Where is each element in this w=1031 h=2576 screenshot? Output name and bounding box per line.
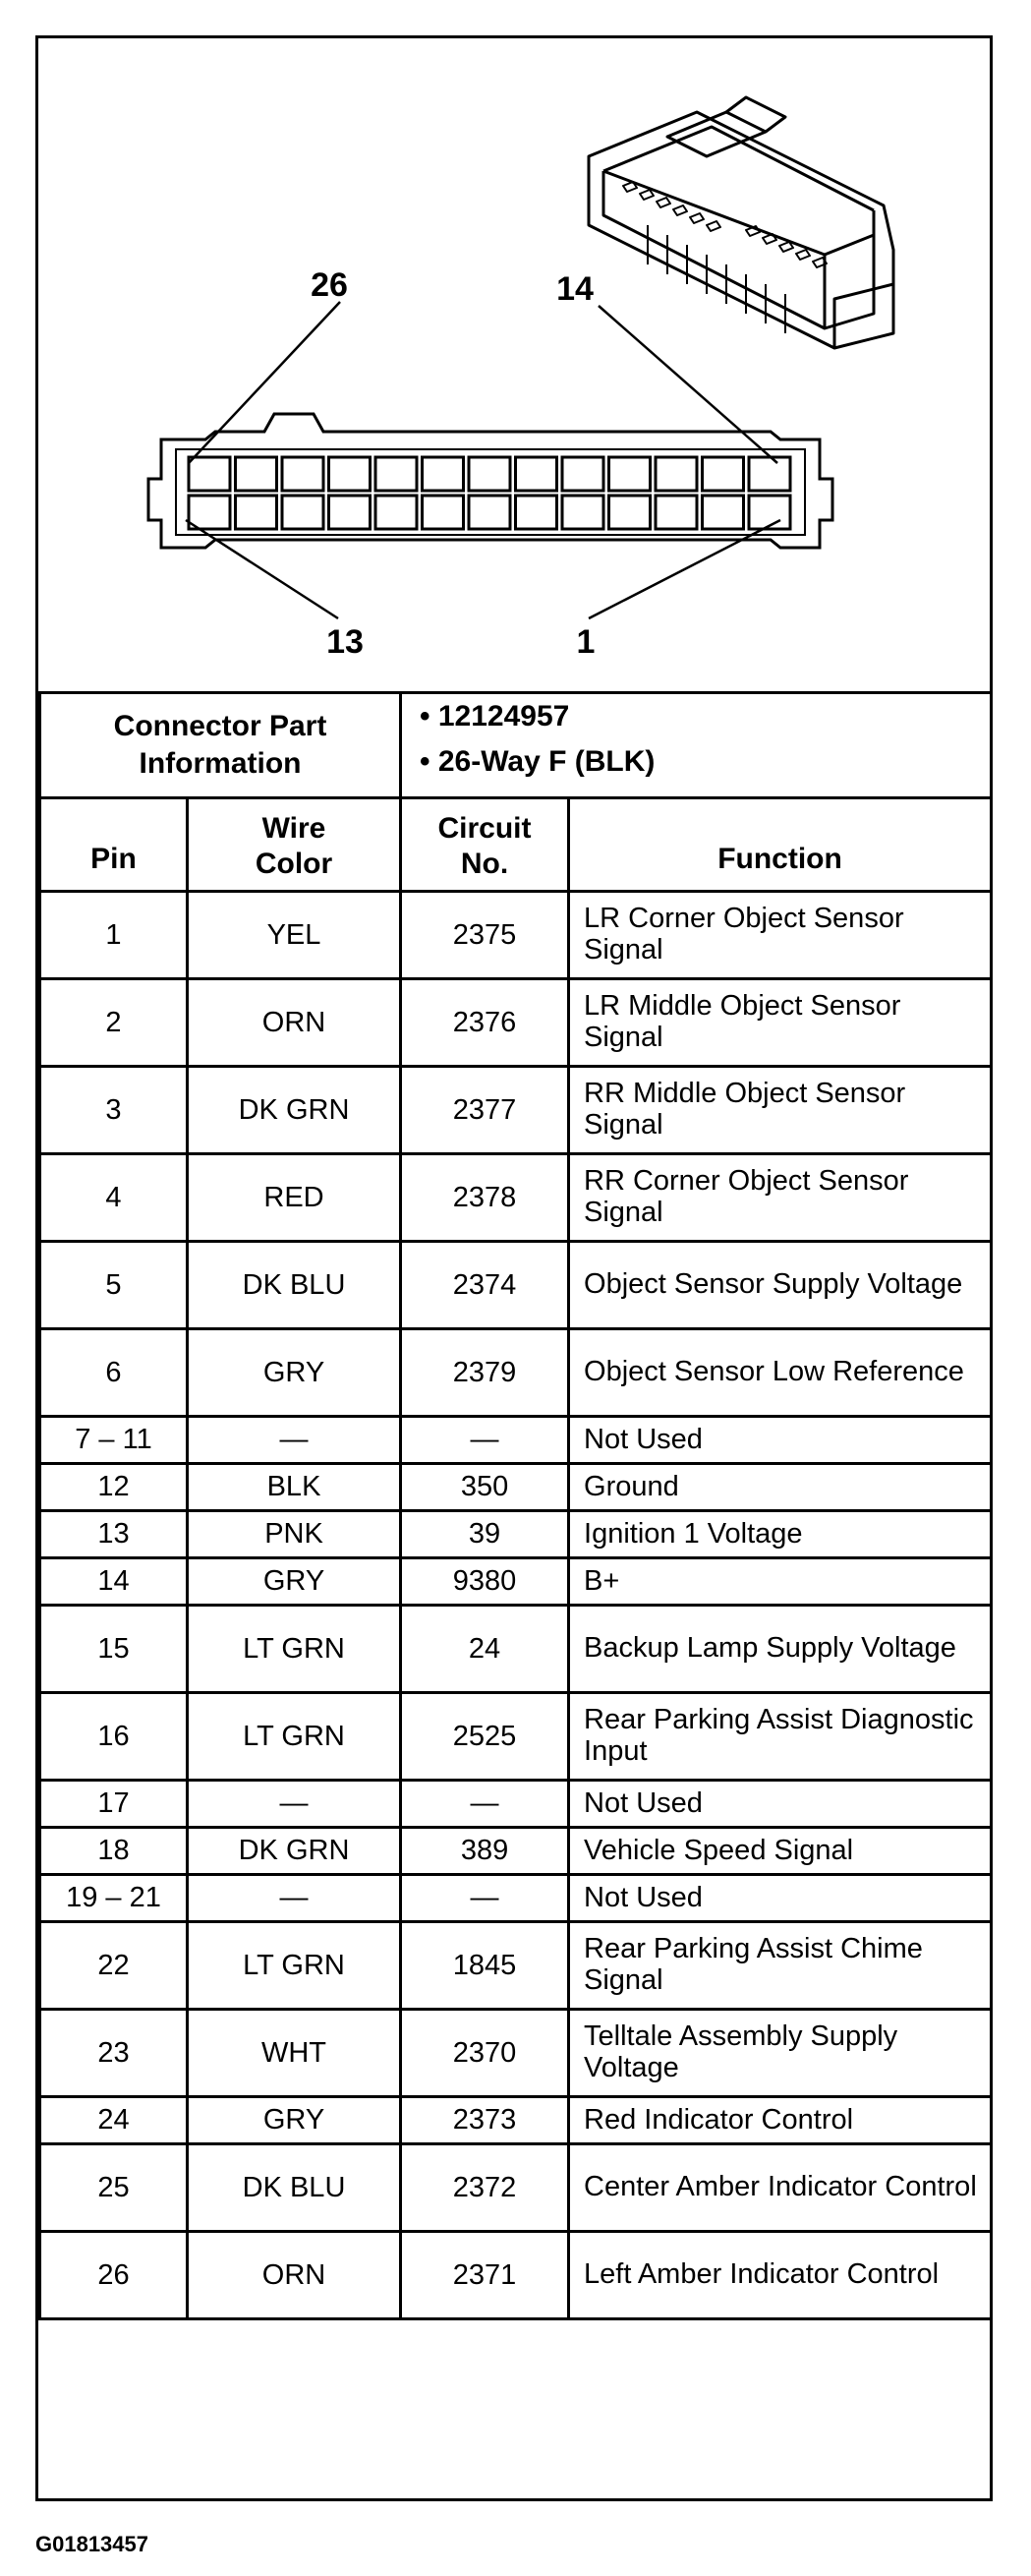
pin-cavity [703, 496, 744, 529]
circuit-cell: 2377 [401, 1067, 569, 1154]
table-row [40, 1606, 992, 1693]
pin-cavity [375, 496, 417, 529]
function-cell: Not Used [569, 1781, 992, 1828]
pin-cell: 18 [40, 1828, 188, 1875]
table-row [40, 2097, 992, 2144]
function-cell: Object Sensor Supply Voltage [569, 1242, 992, 1329]
pin-cavity [516, 496, 557, 529]
pin-cell: 24 [40, 2097, 188, 2144]
wire-color-cell: ORN [188, 2232, 401, 2319]
pinout-table [38, 691, 993, 2320]
circuit-cell: 2378 [401, 1154, 569, 1242]
pin-cell: 16 [40, 1693, 188, 1781]
function-cell: Left Amber Indicator Control [569, 2232, 992, 2319]
circuit-cell: 2370 [401, 2010, 569, 2097]
wire-color-cell: DK BLU [188, 1242, 401, 1329]
table-row [40, 1154, 992, 1242]
table-row [40, 1781, 992, 1828]
header-function: Function [569, 798, 992, 892]
function-cell: Telltale Assembly Supply Voltage [569, 2010, 992, 2097]
pin-cell: 3 [40, 1067, 188, 1154]
table-row [40, 2010, 992, 2097]
callout-1: 1 [576, 623, 596, 661]
table-row [40, 1417, 992, 1464]
circuit-cell: 2525 [401, 1693, 569, 1781]
wire-color-cell: — [188, 1781, 401, 1828]
pin-cavity [236, 457, 277, 491]
circuit-cell: 2379 [401, 1329, 569, 1417]
pin-cavity [469, 496, 510, 529]
circuit-cell: 1845 [401, 1922, 569, 2010]
pin-cavity [189, 496, 230, 529]
pin-cavity [703, 457, 744, 491]
pin-cavity [656, 496, 697, 529]
pin-cell: 23 [40, 2010, 188, 2097]
table-row [40, 1693, 992, 1781]
function-cell: Vehicle Speed Signal [569, 1828, 992, 1875]
pin-cell: 22 [40, 1922, 188, 2010]
pin-cell: 4 [40, 1154, 188, 1242]
function-cell: Red Indicator Control [569, 2097, 992, 2144]
wire-color-cell: BLK [188, 1464, 401, 1511]
pin-cavity [282, 496, 323, 529]
wire-color-cell: LT GRN [188, 1606, 401, 1693]
connector-sheet [35, 35, 993, 2501]
connector-isometric-illustration [589, 97, 893, 348]
circuit-cell: 2372 [401, 2144, 569, 2232]
callout-14: 14 [556, 270, 594, 308]
table-row [40, 1329, 992, 1417]
pin-cavity [516, 457, 557, 491]
wire-color-cell: LT GRN [188, 1922, 401, 2010]
circuit-cell: 9380 [401, 1558, 569, 1606]
function-cell: Rear Parking Assist Chime Signal [569, 1922, 992, 2010]
pin-cavity [749, 457, 790, 491]
function-cell: Ignition 1 Voltage [569, 1511, 992, 1558]
connector-description: • 26-Way F (BLK) [420, 745, 656, 778]
circuit-cell: 389 [401, 1828, 569, 1875]
wire-color-cell: DK BLU [188, 2144, 401, 2232]
table-row [40, 1464, 992, 1511]
table-row [40, 892, 992, 979]
table-row [40, 1828, 992, 1875]
table-row [40, 1922, 992, 2010]
header-wire-color [188, 798, 401, 892]
pin-cell: 6 [40, 1329, 188, 1417]
pin-cavity [423, 457, 464, 491]
wire-color-cell: LT GRN [188, 1693, 401, 1781]
pin-cell: 7 – 11 [40, 1417, 188, 1464]
pin-cavity [329, 457, 371, 491]
table-row [40, 979, 992, 1067]
table-row [40, 1558, 992, 1606]
circuit-cell: 2376 [401, 979, 569, 1067]
callout-26: 26 [311, 266, 348, 304]
table-row [40, 2232, 992, 2319]
pin-cell: 5 [40, 1242, 188, 1329]
pin-cavity [656, 457, 697, 491]
function-cell: Backup Lamp Supply Voltage [569, 1606, 992, 1693]
table-header-row [40, 798, 992, 892]
circuit-cell: 2375 [401, 892, 569, 979]
function-cell: B+ [569, 1558, 992, 1606]
table-row [40, 1067, 992, 1154]
function-cell: Rear Parking Assist Diagnostic Input [569, 1693, 992, 1781]
circuit-cell: — [401, 1781, 569, 1828]
table-row [40, 2144, 992, 2232]
pin-cavity [423, 496, 464, 529]
function-cell: LR Corner Object Sensor Signal [569, 892, 992, 979]
wire-color-cell: WHT [188, 2010, 401, 2097]
function-cell: RR Corner Object Sensor Signal [569, 1154, 992, 1242]
pin-cell: 26 [40, 2232, 188, 2319]
function-cell: Not Used [569, 1417, 992, 1464]
function-cell: Not Used [569, 1875, 992, 1922]
pin-cell: 19 – 21 [40, 1875, 188, 1922]
wire-color-cell: DK GRN [188, 1828, 401, 1875]
function-cell: Center Amber Indicator Control [569, 2144, 992, 2232]
wire-color-cell: YEL [188, 892, 401, 979]
pin-cavity [609, 496, 651, 529]
pin-cavity [562, 457, 603, 491]
pin-cell: 2 [40, 979, 188, 1067]
wire-color-cell: GRY [188, 1329, 401, 1417]
pin-cell: 14 [40, 1558, 188, 1606]
function-cell: LR Middle Object Sensor Signal [569, 979, 992, 1067]
circuit-cell: — [401, 1875, 569, 1922]
header-circuit [401, 798, 569, 892]
pin-cavity [375, 457, 417, 491]
pin-cell: 1 [40, 892, 188, 979]
wire-color-cell: ORN [188, 979, 401, 1067]
wire-color-cell: PNK [188, 1511, 401, 1558]
circuit-cell: 2371 [401, 2232, 569, 2319]
connector-part-number: • 12124957 [420, 700, 570, 732]
header-pin: Pin [40, 798, 188, 892]
pin-cavity [236, 496, 277, 529]
circuit-cell: 39 [401, 1511, 569, 1558]
header-circuit-text: Circuit No. [437, 812, 532, 880]
function-cell: RR Middle Object Sensor Signal [569, 1067, 992, 1154]
figure-code: G01813457 [35, 2532, 148, 2556]
pin-cell: 12 [40, 1464, 188, 1511]
circuit-cell: 350 [401, 1464, 569, 1511]
pin-cavity [609, 457, 651, 491]
pin-cavity [562, 496, 603, 529]
circuit-cell: 24 [401, 1606, 569, 1693]
pin-cavity [469, 457, 510, 491]
connector-face-drawing [38, 38, 990, 691]
wire-color-cell: RED [188, 1154, 401, 1242]
function-cell: Object Sensor Low Reference [569, 1329, 992, 1417]
function-cell: Ground [569, 1464, 992, 1511]
connector-info-values [401, 693, 992, 798]
wire-color-cell: — [188, 1417, 401, 1464]
table-row [40, 1242, 992, 1329]
table-row [40, 1875, 992, 1922]
wire-color-cell: GRY [188, 2097, 401, 2144]
circuit-cell: 2374 [401, 1242, 569, 1329]
callout-13: 13 [326, 623, 364, 661]
circuit-cell: 2373 [401, 2097, 569, 2144]
pin-cell: 15 [40, 1606, 188, 1693]
wire-color-cell: GRY [188, 1558, 401, 1606]
pin-cavity [749, 496, 790, 529]
pin-cell: 13 [40, 1511, 188, 1558]
wire-color-cell: DK GRN [188, 1067, 401, 1154]
connector-info-row [40, 693, 992, 798]
pin-cavity [189, 457, 230, 491]
circuit-cell: — [401, 1417, 569, 1464]
wire-color-cell: — [188, 1875, 401, 1922]
connector-info-label: Connector Part Information [40, 693, 401, 798]
pin-cell: 25 [40, 2144, 188, 2232]
pin-cell: 17 [40, 1781, 188, 1828]
pinout-rows [40, 892, 992, 2319]
connector-diagram [38, 38, 990, 691]
pin-cavity [329, 496, 371, 529]
table-row [40, 1511, 992, 1558]
header-wire-color-text: Wire Color [255, 812, 333, 880]
pin-cavity [282, 457, 323, 491]
